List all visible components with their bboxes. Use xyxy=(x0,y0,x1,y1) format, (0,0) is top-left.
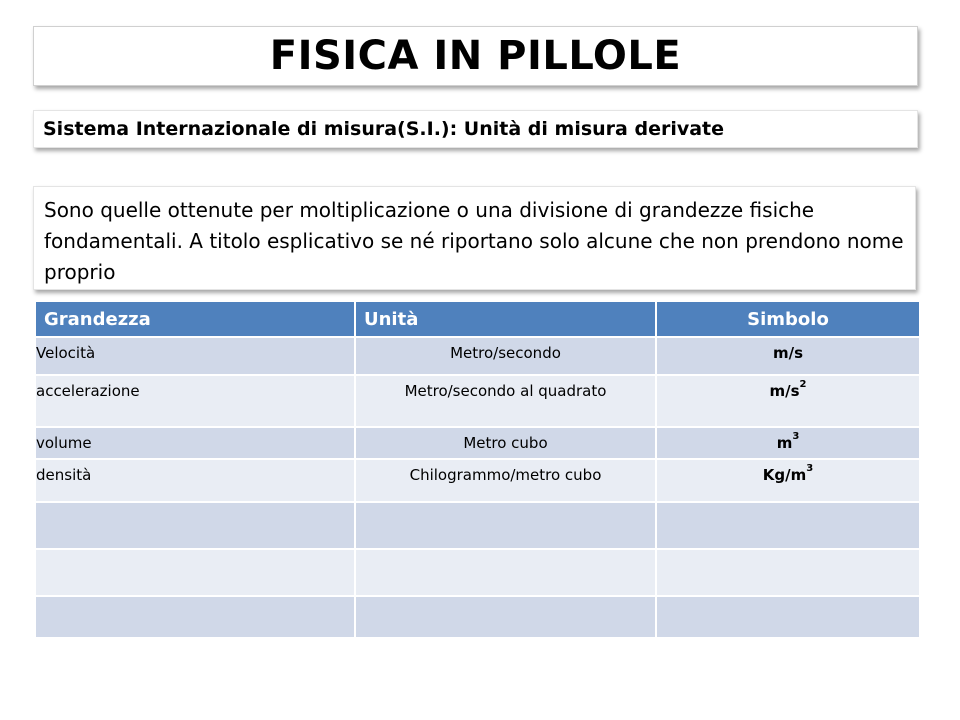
units-table xyxy=(34,300,921,639)
title-box xyxy=(33,26,918,86)
cell-symbol xyxy=(656,549,920,596)
symbol-exponent: 2 xyxy=(799,379,807,390)
cell-unit xyxy=(355,502,656,549)
table-row xyxy=(35,427,920,459)
symbol-text: m/s xyxy=(772,344,804,362)
cell-quantity: densità xyxy=(35,459,355,502)
cell-unit: Metro/secondo xyxy=(355,337,656,375)
table-row xyxy=(35,596,920,638)
slide-title: FISICA IN PILLOLE xyxy=(269,33,682,79)
description-box xyxy=(33,186,916,290)
table-header-row xyxy=(35,301,920,337)
symbol-exponent: 3 xyxy=(806,463,814,474)
cell-quantity xyxy=(35,502,355,549)
table-row xyxy=(35,459,920,502)
symbol-text: m/s xyxy=(769,382,800,400)
cell-unit xyxy=(355,596,656,638)
cell-symbol xyxy=(656,502,920,549)
header-grandezza: Grandezza xyxy=(35,301,355,337)
symbol-text: Kg/m xyxy=(762,466,807,484)
slide-subtitle: Sistema Internazionale di misura(S.I.): Unità di misura derivate xyxy=(43,118,725,140)
cell-unit: Metro cubo xyxy=(355,427,656,459)
table-row xyxy=(35,502,920,549)
cell-symbol xyxy=(656,459,920,502)
cell-quantity: volume xyxy=(35,427,355,459)
cell-symbol xyxy=(656,427,920,459)
cell-symbol xyxy=(656,596,920,638)
table-row xyxy=(35,337,920,375)
cell-unit: Metro/secondo al quadrato xyxy=(355,375,656,427)
cell-symbol xyxy=(656,337,920,375)
symbol-exponent: 3 xyxy=(792,431,800,442)
cell-symbol xyxy=(656,375,920,427)
table-row xyxy=(35,549,920,596)
header-simbolo: Simbolo xyxy=(656,301,920,337)
table-row xyxy=(35,375,920,427)
description-text: Sono quelle ottenute per moltiplicazione o una divisione di grandezze fisiche fondamentali. A titolo esplicativo se né riportano solo alcune che non prendono nome proprio xyxy=(44,198,904,284)
cell-quantity: accelerazione xyxy=(35,375,355,427)
cell-unit: Chilogrammo/metro cubo xyxy=(355,459,656,502)
cell-quantity: Velocità xyxy=(35,337,355,375)
header-unita: Unità xyxy=(355,301,656,337)
subtitle-box xyxy=(33,110,918,148)
cell-quantity xyxy=(35,549,355,596)
cell-quantity xyxy=(35,596,355,638)
cell-unit xyxy=(355,549,656,596)
symbol-text: m xyxy=(776,434,793,452)
